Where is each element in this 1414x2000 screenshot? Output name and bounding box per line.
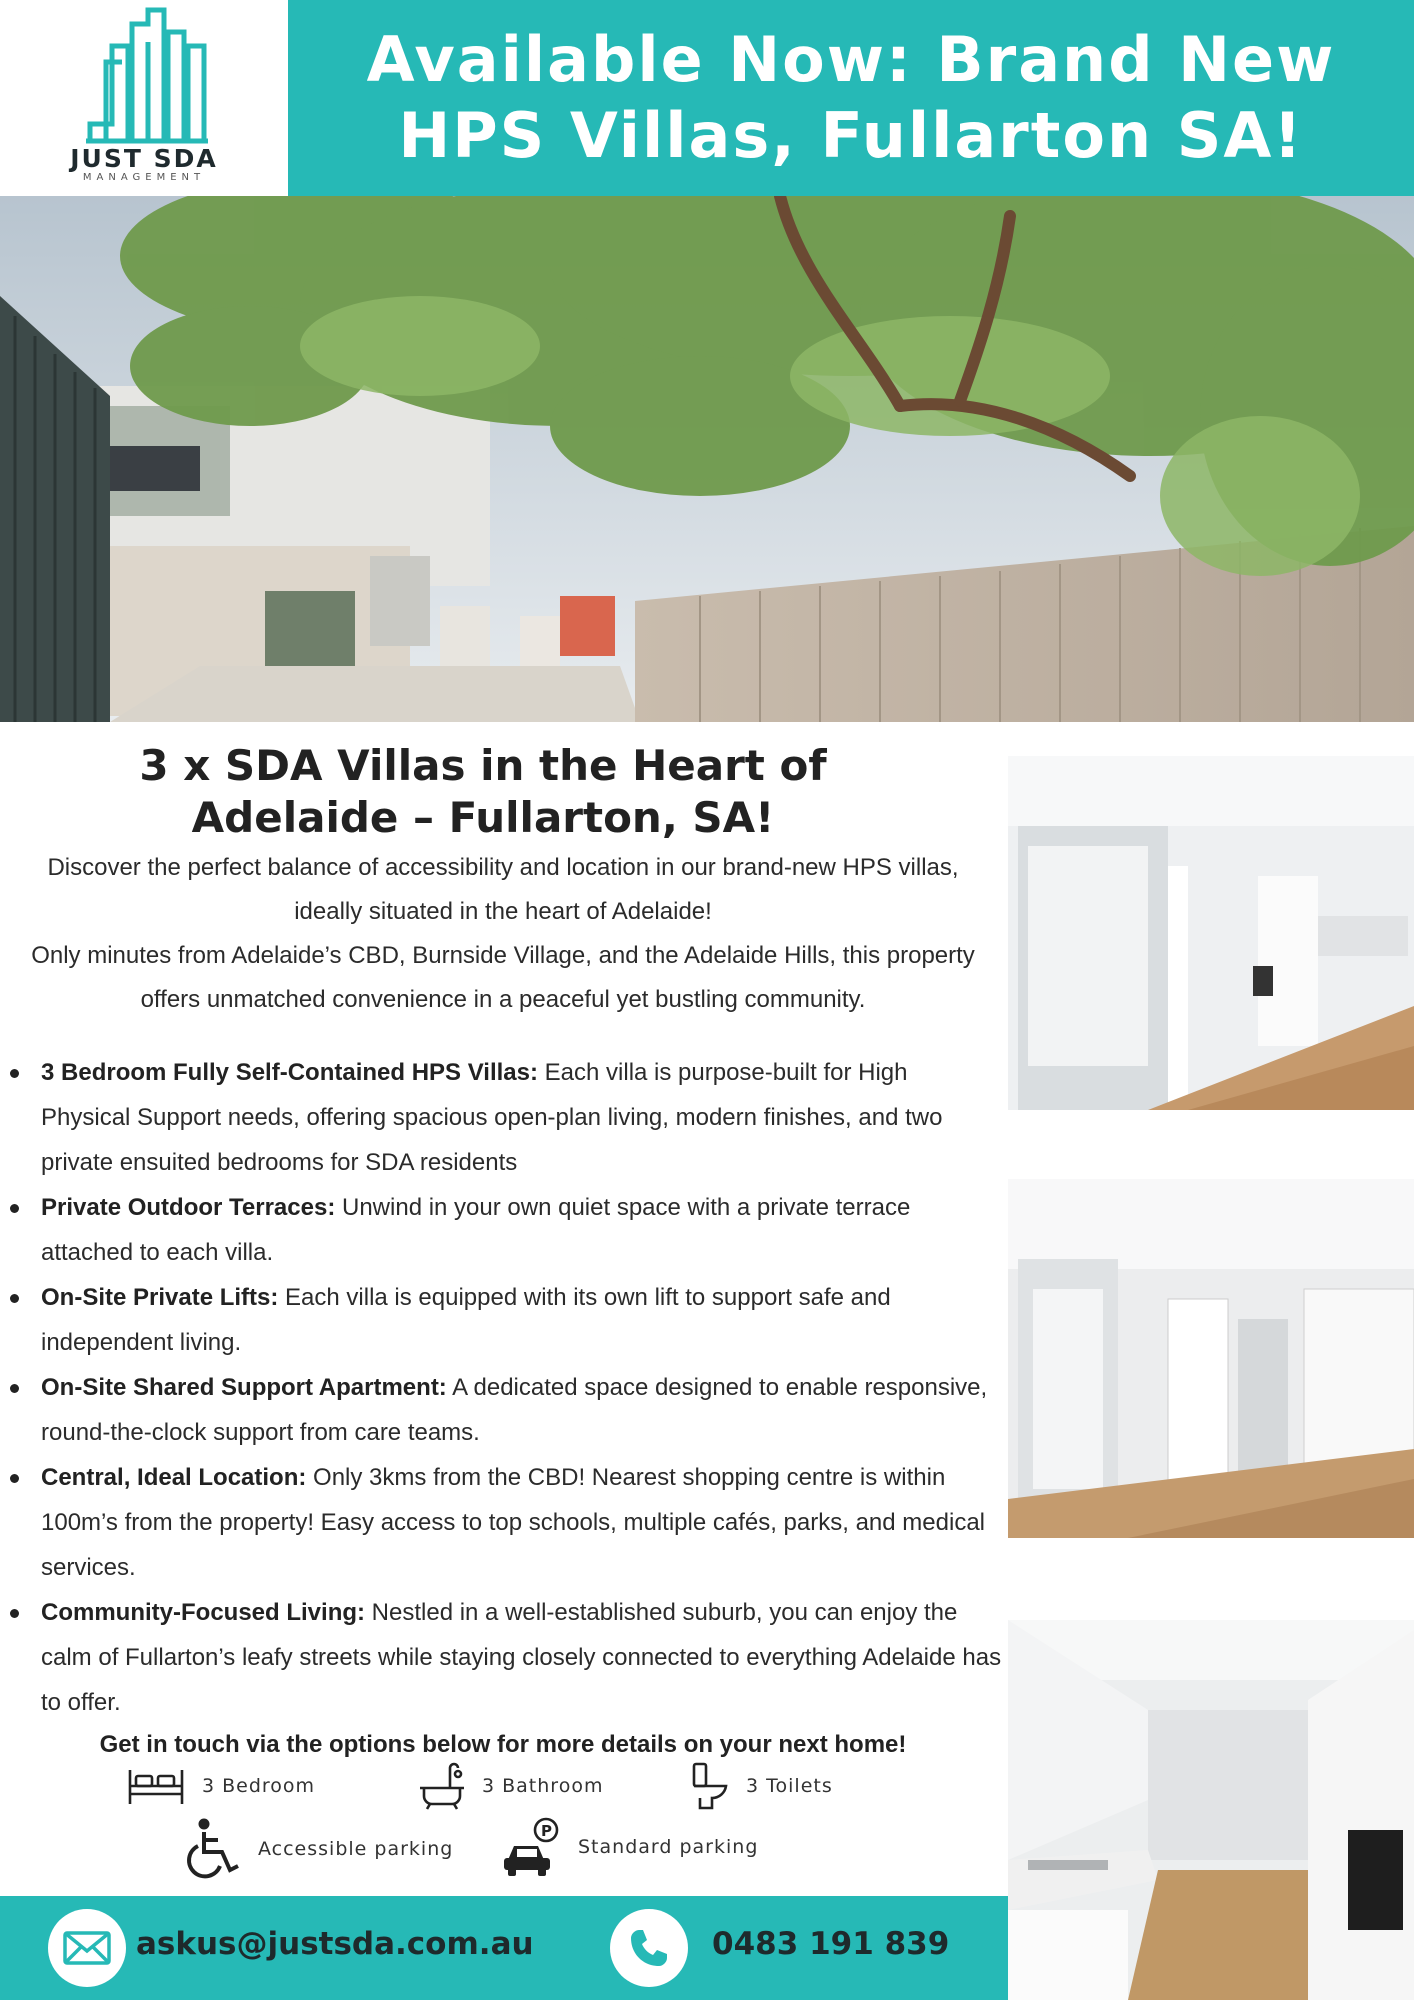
brand-logo (0, 0, 288, 196)
main-title-line-1: 3 x SDA Villas in the Heart of (139, 741, 827, 790)
phone-icon[interactable] (610, 1909, 688, 1987)
interior-photo-bathroom-living (1008, 756, 1414, 1110)
list-item (0, 1185, 1006, 1275)
brand-name: JUST SDA (70, 144, 218, 173)
feature-list (0, 1050, 1006, 1725)
intro-line: offers unmatched convenience in a peaceful yet bustling community. (140, 986, 866, 1013)
feature-text: Unwind in your own quiet space with a private terrace attached to each villa. (41, 1194, 911, 1266)
amenity-label: Standard parking (578, 1836, 759, 1858)
interior-photo-kitchen (1008, 1620, 1414, 2000)
intro-line: Discover the perfect balance of accessibility and location in our brand-new HPS villas, (47, 854, 959, 881)
list-item (0, 1275, 1006, 1365)
feature-title: Community-Focused Living: (41, 1599, 365, 1626)
main-title-line-2: Adelaide – Fullarton, SA! (191, 793, 775, 842)
intro-paragraph (0, 846, 1006, 1022)
amenity-standard-parking (502, 1816, 758, 1878)
email-link[interactable]: askus@justsda.com.au (136, 1926, 534, 1962)
main-content (0, 740, 1006, 1759)
contact-footer (0, 1896, 1008, 2000)
feature-title: Private Outdoor Terraces: (41, 1194, 336, 1221)
feature-text: Each villa is equipped with its own lift to support safe and independent living. (41, 1284, 891, 1356)
amenity-accessible-parking (186, 1818, 453, 1880)
amenity-label: 3 Bathroom (482, 1775, 604, 1797)
brand-subtitle: MANAGEMENT (82, 172, 206, 183)
feature-text: Each villa is purpose-built for High Physical Support needs, offering spacious open-plan living, modern finishes, and two private ensuited bedrooms for SDA residents (41, 1059, 943, 1176)
list-item (0, 1590, 1006, 1725)
bathtub-icon (418, 1762, 466, 1810)
feature-title: On-Site Shared Support Apartment: (41, 1374, 447, 1401)
amenity-label: Accessible parking (258, 1838, 454, 1860)
feature-title: On-Site Private Lifts: (41, 1284, 279, 1311)
wheelchair-icon (186, 1818, 242, 1880)
headline-line-1: Available Now: Brand New (366, 23, 1336, 96)
amenity-label: 3 Bedroom (202, 1775, 316, 1797)
feature-title: Central, Ideal Location: (41, 1464, 307, 1491)
hero-photo (0, 196, 1414, 722)
interior-photo-bedroom (1008, 1179, 1414, 1538)
car-parking-icon (502, 1816, 562, 1878)
amenity-bedroom (126, 1764, 315, 1808)
toilet-icon (690, 1762, 730, 1810)
intro-line: Only minutes from Adelaide’s CBD, Burnside Village, and the Adelaide Hills, this property (31, 942, 975, 969)
email-icon[interactable] (48, 1909, 126, 1987)
feature-text: Nestled in a well-established suburb, you can enjoy the calm of Fullarton’s leafy streets while staying closely connected to everything Adelaide has to offer. (41, 1599, 1002, 1716)
bed-icon (126, 1764, 186, 1808)
main-title (0, 740, 966, 844)
amenity-label: 3 Toilets (746, 1775, 833, 1797)
amenity-toilets (690, 1762, 833, 1810)
phone-link[interactable]: 0483 191 839 (712, 1926, 950, 1962)
list-item (0, 1455, 1006, 1590)
svg-text:P: P (541, 1822, 553, 1840)
intro-line: ideally situated in the heart of Adelaide! (294, 898, 712, 925)
list-item (0, 1050, 1006, 1185)
list-item (0, 1365, 1006, 1455)
feature-text: Only 3kms from the CBD! Nearest shopping centre is within 100m’s from the property! Easy access to top schools, multiple cafés, parks, and medical services. (41, 1464, 985, 1581)
feature-text: A dedicated space designed to enable responsive, round-the-clock support from care teams. (41, 1374, 988, 1446)
call-to-action: Get in touch via the options below for more details on your next home! (99, 1731, 907, 1758)
buildings-logo-icon (84, 6, 224, 146)
amenity-bathroom (418, 1762, 603, 1810)
header-banner (288, 0, 1414, 196)
headline-line-2: HPS Villas, Fullarton SA! (398, 99, 1304, 172)
feature-title: 3 Bedroom Fully Self-Contained HPS Villas: (41, 1059, 538, 1086)
